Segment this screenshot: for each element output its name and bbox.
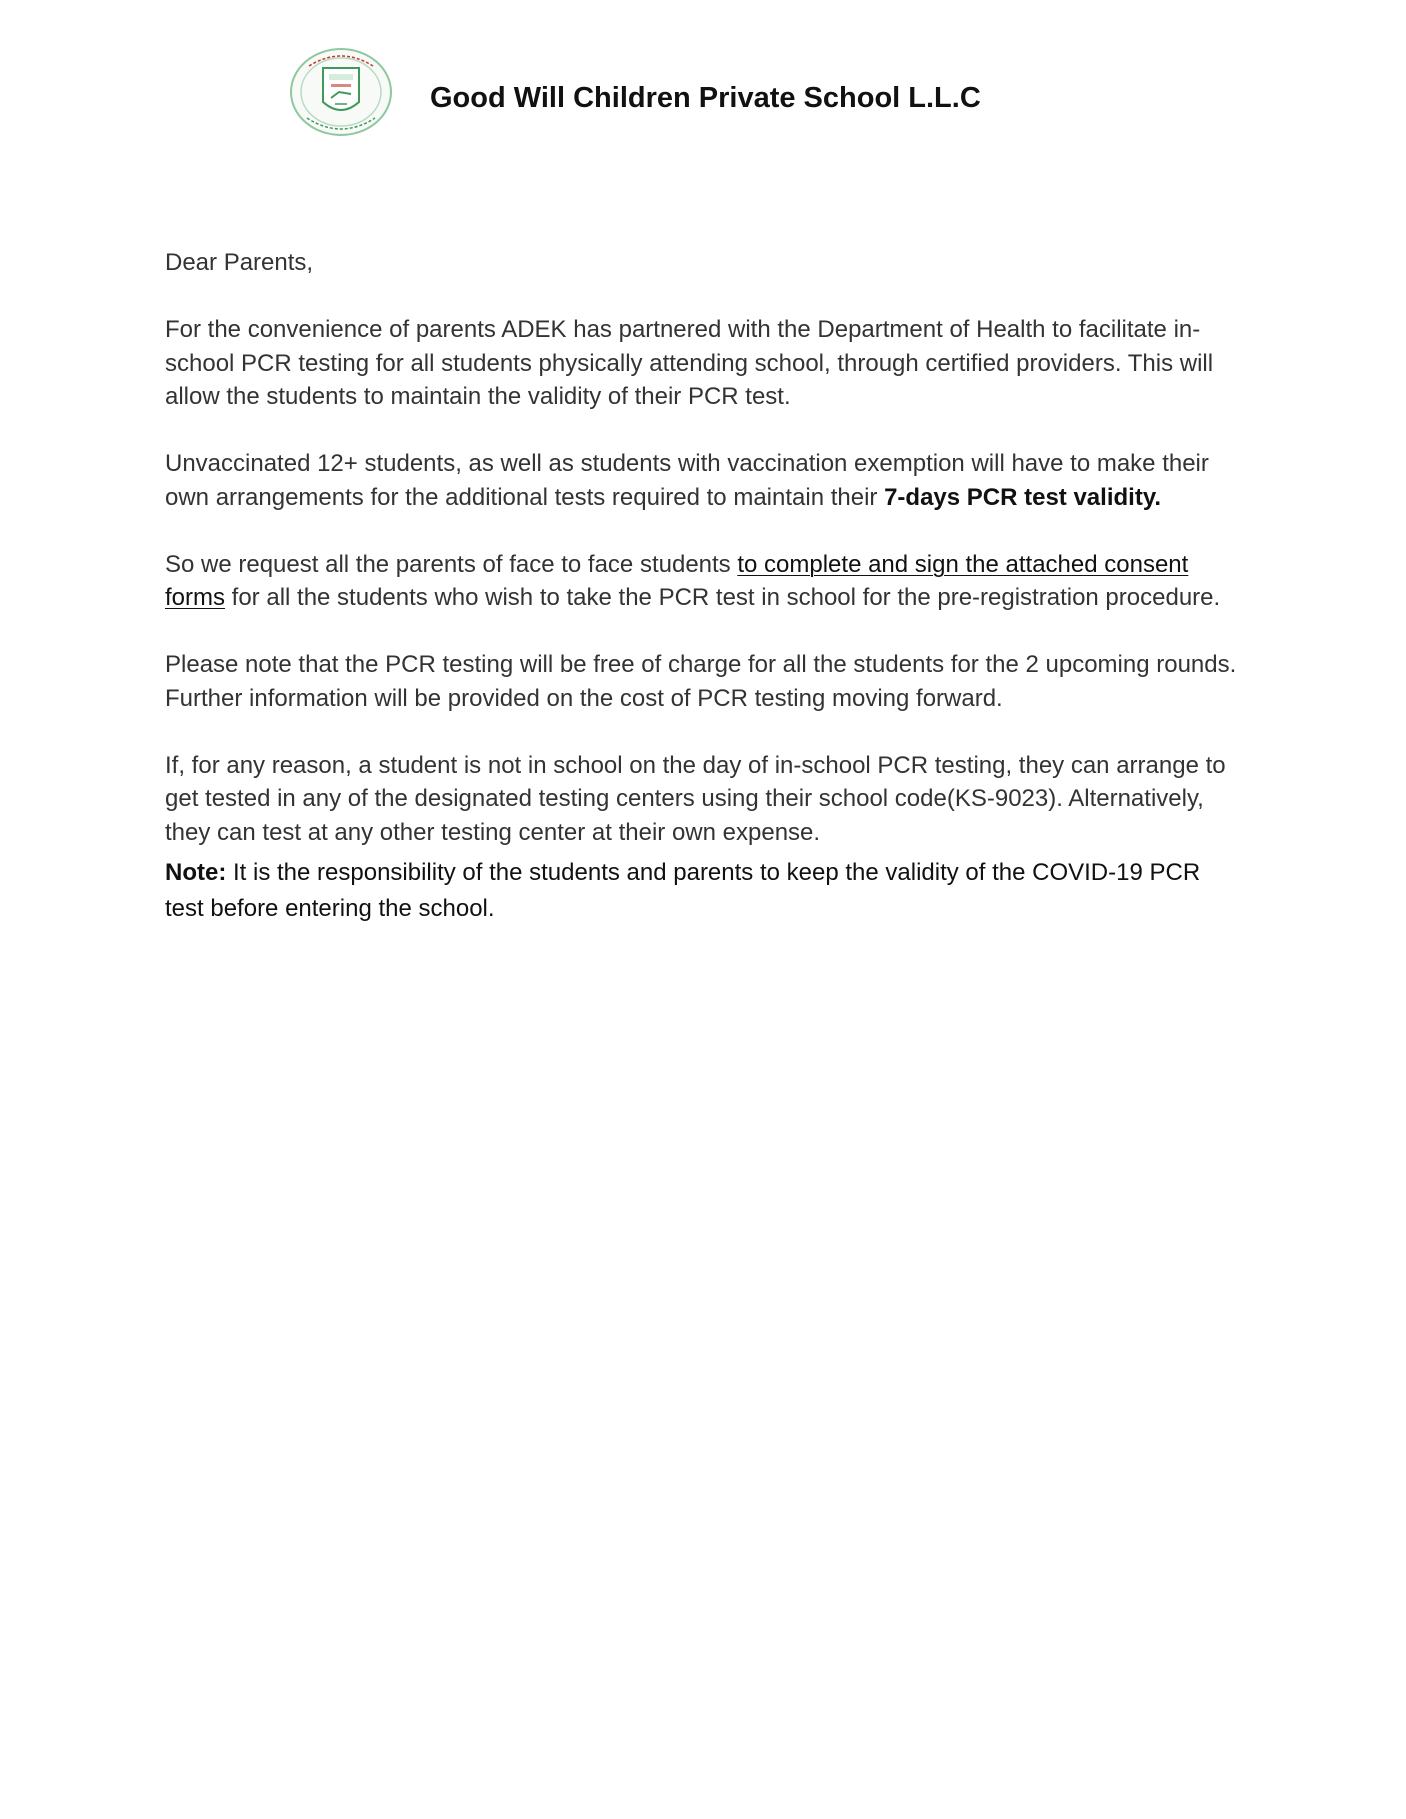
note-label: Note: (165, 859, 227, 886)
consent-text-end: for all the students who wish to take the PCR test in school for the pre-registration procedure. (225, 584, 1221, 611)
paragraph-missed-testing: If, for any reason, a student is not in school on the day of in-school PCR testing, they can arrange to get tested in any of the designated testing centers using their school code(KS-9023). Alternatively, they can test at any other testing center at their own expense. (165, 751, 1226, 846)
letter-body (165, 246, 1240, 961)
paragraph-consent-request (165, 548, 1240, 615)
consent-text-start: So we request all the parents of face to face students (165, 550, 738, 578)
pcr-validity-highlight: 7-days PCR test validity. (884, 483, 1162, 511)
paragraph-free-testing: Please note that the PCR testing will be free of charge for all the students for the 2 upcoming rounds. Further information will be provided on the cost of PCR testing moving forward. (165, 651, 1237, 712)
paragraph-adek-partnership: For the convenience of parents ADEK has partnered with the Department of Health to facilitate in-school PCR testing for all students physically attending school, through certified providers. This will allow the students to maintain the validity of their PCR test. (165, 316, 1214, 410)
school-name: Good Will Children Private School L.L.C (430, 82, 981, 114)
paragraph-unvaccinated-text: Unvaccinated 12+ students, as well as students with vaccination exemption will have to make their own arrangements for the additional tests required to maintain their (165, 450, 1209, 511)
paragraph-unvaccinated (165, 447, 1240, 514)
note-text: It is the responsibility of the students and parents to keep the validity of the COVID-19 PCR test before entering the school. (165, 859, 1201, 922)
school-crest-logo (287, 46, 395, 138)
salutation: Dear Parents, (165, 249, 314, 276)
letterhead (287, 46, 1187, 146)
note-paragraph (165, 855, 1240, 927)
consent-forms-link[interactable]: to complete and sign the attached consent forms (165, 550, 1189, 611)
